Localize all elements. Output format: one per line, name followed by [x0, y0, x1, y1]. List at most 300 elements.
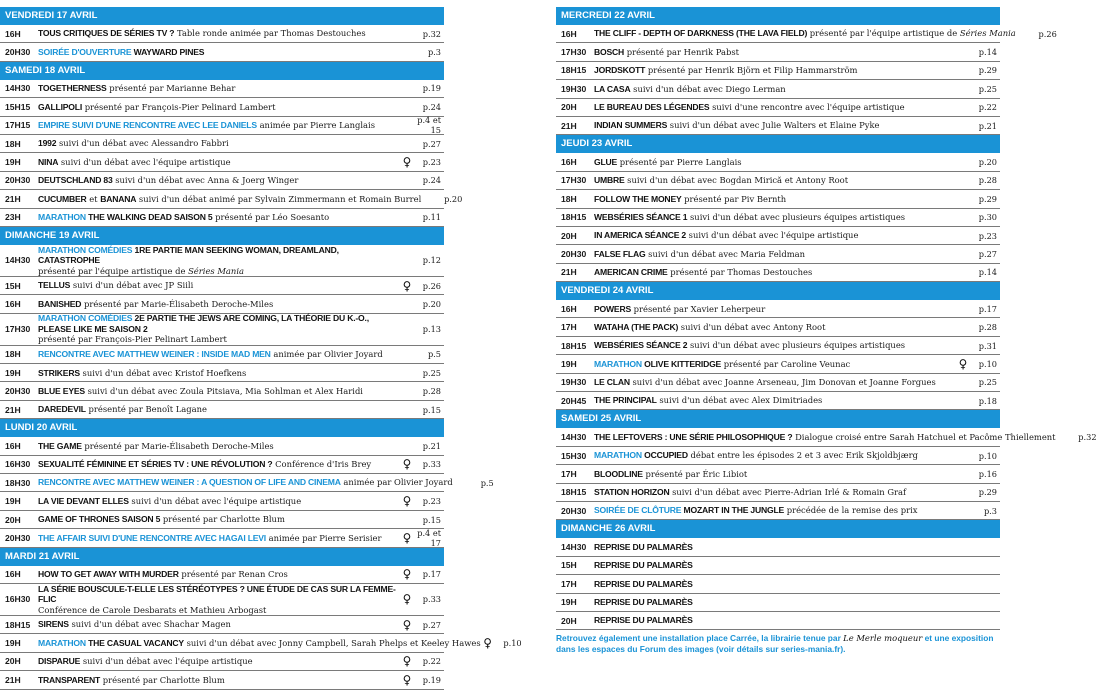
schedule-row: [556, 557, 1000, 575]
schedule-row: [0, 653, 444, 671]
program-title: THE CLIFF - DEPTH OF DARKNESS (THE LAVA FIELD): [594, 28, 808, 39]
screening-time: 21H: [5, 404, 21, 415]
program-note: présenté par l'équipe artistique de: [38, 265, 189, 276]
schedule-row: [556, 300, 1000, 318]
screening-time: 21H: [5, 193, 21, 204]
page-reference: p.29: [978, 65, 997, 76]
page-reference: p.10: [978, 450, 997, 461]
screening-time: 20H: [5, 656, 21, 667]
female-symbol-icon: ♀: [958, 356, 968, 371]
program-title: JORDSKOTT: [594, 65, 646, 76]
page-reference: p.25: [978, 377, 997, 388]
program-title: WAYWARD PINES: [131, 46, 205, 57]
program-note: Dialogue croisé entre Sarah Hatchuel et Pacôme Thiellement: [792, 431, 1056, 442]
screening-time: 16H: [561, 157, 577, 168]
program-highlight: SOIRÉE DE CLÔTURE: [594, 505, 682, 516]
program-note: suivi d'un débat avec l'équipe artistique: [80, 656, 253, 667]
program-note: précédée de la remise des prix: [784, 505, 918, 516]
screening-description: [594, 487, 956, 498]
schedule-row: [556, 43, 1000, 61]
page-reference: p.31: [978, 340, 997, 351]
schedule-row: [0, 584, 444, 616]
screening-time: 17H: [561, 468, 577, 479]
screening-time: 19H: [5, 157, 21, 168]
program-note: suivi d'un débat avec Zoula Pitsiava, Mia Sohlman et Alex Haridi: [84, 385, 363, 396]
schedule-row: [556, 245, 1000, 263]
screening-time: 20H30: [5, 47, 31, 58]
schedule-row: [556, 355, 1000, 373]
program-note: suivi d'un débat avec Antony Root: [678, 321, 826, 332]
schedule-row: [0, 98, 444, 116]
female-symbol-icon: ♀: [483, 636, 493, 651]
page-reference: p.23: [422, 157, 441, 168]
screening-description: [38, 638, 481, 649]
screening-description: [594, 65, 956, 76]
schedule-row: [556, 190, 1000, 208]
program-note: suivi d'un débat avec Alex Dimitriades: [656, 395, 823, 406]
page-reference: p.13: [422, 324, 441, 335]
program-title: GLUE: [594, 156, 618, 167]
page-reference: p.4 et 15: [417, 115, 441, 136]
schedule-row: [0, 492, 444, 510]
day-header: DIMANCHE 26 AVRIL: [556, 520, 1000, 538]
screening-description: [594, 359, 956, 370]
female-symbol-icon: ♀: [402, 530, 412, 545]
program-note: présenté par Charlotte Blum: [100, 674, 225, 685]
page-reference: p.17: [422, 569, 441, 580]
screening-time: 17H30: [5, 324, 31, 335]
schedule-row: [0, 511, 444, 529]
schedule-row: [0, 172, 444, 190]
schedule-row: [556, 538, 1000, 556]
schedule-row: [0, 566, 444, 584]
screening-description: [594, 267, 956, 278]
screening-time: 15H: [5, 280, 21, 291]
program-title: DEUTSCHLAND 83: [38, 175, 113, 186]
schedule-row: [0, 456, 444, 474]
day-header: MERCREDI 22 AVRIL: [556, 7, 1000, 25]
page-reference: p.20: [978, 157, 997, 168]
program-title: POWERS: [594, 303, 631, 314]
program-title: BLUE EYES: [38, 385, 85, 396]
screening-description: [594, 432, 1056, 443]
program-title: NINA: [38, 156, 59, 167]
female-symbol-icon: ♀: [402, 617, 412, 632]
schedule-row: [556, 612, 1000, 630]
program-highlight: MARATHON COMÉDIES: [38, 244, 133, 255]
screening-description: [38, 175, 400, 186]
screening-time: 20H30: [561, 248, 587, 259]
program-note: suivi d'un débat avec Anna & Joerg Winger: [112, 175, 299, 186]
schedule-column-right: [556, 7, 1097, 630]
page-reference: p.3: [427, 47, 441, 58]
program-title: REPRISE DU PALMARÈS: [594, 560, 693, 571]
screening-description: [38, 514, 400, 525]
screening-description: [594, 542, 956, 553]
program-title: LE BUREAU DES LÉGENDES: [594, 102, 710, 112]
screening-description: [38, 477, 453, 488]
screening-time: 23H: [5, 212, 21, 223]
screening-time: 17H30: [561, 175, 587, 186]
screening-description: [594, 230, 956, 241]
program-note: présenté par Pierre Langlais: [617, 156, 742, 167]
schedule-row: [0, 153, 444, 171]
female-symbol-icon: ♀: [402, 654, 412, 669]
program-title: THE LEFTOVERS : UNE SÉRIE PHILOSOPHIQUE ?: [594, 431, 793, 442]
schedule-row: [0, 529, 444, 547]
schedule-row: [556, 80, 1000, 98]
screening-time: 18H15: [561, 65, 587, 76]
screening-description: [594, 249, 956, 260]
screening-time: 21H: [561, 267, 577, 278]
screening-description: [38, 459, 400, 470]
screening-description: [38, 280, 400, 291]
female-symbol-icon: ♀: [402, 155, 412, 170]
page-reference: p.25: [422, 367, 441, 378]
program-note: présenté par Marianne Behar: [106, 83, 236, 94]
program-note: suivi d'un débat avec Jonny Campbell, Sarah Phelps et Keeley Hawes: [183, 637, 481, 648]
page-reference: p.21: [978, 120, 997, 131]
female-symbol-icon: ♀: [402, 278, 412, 293]
program-note: suivi d'un débat avec Kristof Hoefkens: [79, 367, 247, 378]
schedule-row: [0, 135, 444, 153]
page-reference: p.14: [978, 47, 997, 58]
program-title: REPRISE DU PALMARÈS: [594, 578, 693, 589]
program-highlight: MARATHON: [38, 637, 86, 648]
screening-description: [594, 469, 956, 480]
screening-description: [38, 47, 400, 58]
program-note: animée par Pierre Serisier: [266, 532, 382, 543]
page-reference: p.10: [978, 358, 997, 369]
schedule-row: [556, 25, 1057, 43]
screening-time: 20H: [561, 230, 577, 241]
schedule-row: [556, 502, 1000, 520]
program-highlight: MARATHON: [594, 450, 642, 461]
screening-time: 17H: [561, 578, 577, 589]
schedule-row: [0, 474, 494, 492]
program-note: présenté par Thomas Destouches: [667, 267, 813, 278]
screening-time: 19H30: [561, 83, 587, 94]
program-title: 1992: [38, 138, 57, 149]
screening-description: [38, 386, 400, 397]
program-note: présenté par Henrik Pabst: [624, 46, 740, 57]
program-note: animée par Pierre Langlais: [256, 120, 376, 130]
page-reference: p.17: [978, 303, 997, 314]
schedule-row: [556, 337, 1000, 355]
program-note: suivi d'un débat avec l'équipe artistique: [58, 156, 231, 167]
screening-description: [38, 83, 400, 94]
page-reference: p.23: [978, 230, 997, 241]
page-reference: p.19: [422, 83, 441, 94]
program-note: suivi d'un débat avec JP Siili: [70, 280, 194, 291]
screening-description: [594, 157, 956, 168]
schedule-row: [556, 153, 1000, 171]
schedule-row: [556, 575, 1000, 593]
screening-time: 19H: [5, 367, 21, 378]
program-title: INDIAN SUMMERS: [594, 120, 668, 131]
page-reference: p.11: [422, 212, 441, 223]
page-reference: p.27: [422, 138, 441, 149]
day-header: LUNDI 20 AVRIL: [0, 419, 444, 437]
program-title: LA VIE DEVANT ELLES: [38, 495, 129, 506]
screening-time: 17H15: [5, 120, 31, 131]
program-title: GALLIPOLI: [38, 101, 83, 112]
page-reference: p.24: [422, 101, 441, 112]
screening-time: 20H30: [5, 175, 31, 186]
footnote-text-2: et une exposition dans les espaces du Forum des images (voir détails sur series-mania.fr).: [556, 633, 994, 654]
program-title: BOSCH: [594, 46, 625, 57]
schedule-row: [556, 392, 1000, 410]
screening-description: [594, 194, 956, 205]
program-note: présenté par Éric Libiot: [642, 468, 748, 479]
program-note: Séries Mania: [188, 265, 244, 276]
schedule-row: [556, 428, 1097, 446]
screening-time: 18H30: [5, 477, 31, 488]
screening-time: 18H15: [561, 212, 587, 223]
screening-description: [594, 505, 956, 516]
program-highlight: EMPIRE SUIVI D'UNE RENCONTRE AVEC LEE DANIELS: [38, 120, 257, 130]
program-highlight: MARATHON: [594, 358, 642, 369]
screening-description: [38, 299, 400, 310]
screening-time: 20H30: [5, 386, 31, 397]
screening-time: 18H15: [561, 487, 587, 498]
day-header: VENDREDI 17 AVRIL: [0, 7, 444, 25]
program-note: suivi d'un débat avec plusieurs équipes artistiques: [687, 211, 906, 222]
screening-description: [38, 656, 400, 667]
program-highlight: SOIRÉE D'OUVERTURE: [38, 46, 132, 57]
page-reference: p.4 et 17: [417, 527, 441, 548]
page-reference: p.28: [978, 175, 997, 186]
schedule-row: [556, 209, 1000, 227]
program-note: et: [86, 193, 101, 204]
screening-time: 19H30: [561, 377, 587, 388]
screening-time: 16H: [5, 298, 21, 309]
screening-description: [38, 404, 400, 415]
program-title: LA SÉRIE BOUSCULE-T-ELLE LES STÉRÉOTYPES ? UNE ÉTUDE DE CAS SUR LA FEMME-FLIC: [38, 583, 396, 605]
screening-time: 14H30: [561, 432, 587, 443]
screening-time: 15H30: [561, 450, 587, 461]
program-note: suivi d'une rencontre avec l'équipe artistique: [709, 102, 905, 112]
footnote-text-1: Retrouvez également une installation place Carrée, la librairie tenue par: [556, 633, 844, 643]
page-reference: p.22: [978, 102, 997, 113]
screening-time: 20H: [5, 514, 21, 525]
screening-description: [594, 340, 956, 351]
screening-description: [38, 194, 421, 205]
screening-time: 18H: [5, 349, 21, 360]
program-title: OLIVE KITTERIDGE: [641, 358, 722, 369]
program-title: DISPARUE: [38, 656, 81, 667]
page-reference: p.12: [422, 255, 441, 266]
program-highlight: RENCONTRE AVEC MATTHEW WEINER : INSIDE MAD MEN: [38, 349, 271, 360]
schedule-row: [556, 447, 1000, 465]
screening-description: [38, 212, 400, 223]
program-title: 1RE PARTIE MAN SEEKING WOMAN, DREAMLAND, CATASTROPHE: [38, 244, 339, 266]
program-title: THE PRINCIPAL: [594, 395, 657, 406]
screening-description: [38, 313, 400, 345]
screening-time: 19H: [561, 358, 577, 369]
program-title: REPRISE DU PALMARÈS: [594, 615, 693, 626]
day-header: VENDREDI 24 AVRIL: [556, 282, 1000, 300]
schedule-row: [556, 62, 1000, 80]
program-note: suivi d'un débat avec Shachar Magen: [68, 619, 231, 630]
page-reference: p.32: [422, 28, 441, 39]
program-highlight: MARATHON: [38, 211, 86, 222]
schedule-row: [0, 209, 444, 227]
program-note: suivi d'un débat animé par Sylvain Zimmermann et Romain Burrel: [136, 193, 422, 204]
program-note: présenté par Charlotte Blum: [160, 514, 285, 525]
program-note: présenté par Xavier Leherpeur: [631, 303, 766, 314]
schedule-row: [0, 401, 444, 419]
screening-time: 20H: [561, 615, 577, 626]
screening-time: 16H: [5, 28, 21, 39]
program-note: suivi d'un débat avec Julie Walters et Elaine Pyke: [667, 120, 880, 131]
screening-description: [38, 619, 400, 630]
screening-time: 18H: [561, 193, 577, 204]
page-reference: p.29: [978, 487, 997, 498]
program-title: HOW TO GET AWAY WITH MURDER: [38, 569, 179, 580]
program-title: REPRISE DU PALMARÈS: [594, 596, 693, 607]
program-title: MOZART IN THE JUNGLE: [681, 505, 785, 516]
program-note: présenté par Benoît Lagane: [85, 404, 208, 415]
program-note: Séries Mania: [959, 28, 1016, 39]
program-note: suivi d'un débat avec l'équipe artistique: [686, 230, 859, 241]
screening-time: 16H30: [5, 594, 31, 605]
program-note: animée par Olivier Joyard: [270, 349, 383, 360]
program-title: THE GAME: [38, 440, 82, 451]
page-reference: p.20: [422, 298, 441, 309]
day-header: SAMEDI 18 AVRIL: [0, 62, 444, 80]
screening-description: [38, 138, 400, 149]
screening-description: [594, 560, 956, 571]
program-highlight: MARATHON COMÉDIES: [38, 313, 133, 324]
program-title: SIRENS: [38, 619, 69, 630]
page-reference: p.23: [422, 496, 441, 507]
schedule-row: [556, 465, 1000, 483]
program-title: FALSE FLAG: [594, 248, 646, 259]
screening-time: 20H30: [561, 505, 587, 516]
schedule-row: [0, 277, 444, 295]
program-title: WEBSÉRIES SÉANCE 2: [594, 340, 688, 351]
screening-description: [594, 212, 956, 223]
page-reference: p.19: [422, 674, 441, 685]
screening-time: 20H45: [561, 395, 587, 406]
page-reference: p.16: [978, 468, 997, 479]
screening-description: [594, 615, 956, 626]
schedule-row: [0, 245, 444, 277]
program-note: suivi d'un débat avec Alessandro Fabbri: [56, 138, 229, 149]
female-symbol-icon: ♀: [402, 494, 412, 509]
schedule-row: [556, 374, 1000, 392]
screening-description: [38, 584, 400, 616]
schedule-row: [0, 80, 444, 98]
screening-description: [594, 47, 956, 58]
screening-description: [594, 175, 956, 186]
program-title: BLOODLINE: [594, 468, 643, 479]
screening-description: [594, 579, 956, 590]
program-title: TRANSPARENT: [38, 674, 101, 685]
page-reference: p.33: [422, 594, 441, 605]
screening-description: [594, 28, 1016, 39]
program-note: suivi d'un débat avec Pierre-Adrian Irlé & Romain Graf: [669, 487, 907, 498]
program-title: LA CASA: [594, 83, 631, 94]
program-title: TOUS CRITIQUES DE SÉRIES TV ?: [38, 28, 175, 39]
page-reference: p.20: [444, 193, 463, 204]
screening-time: 21H: [5, 674, 21, 685]
screening-time: 19H: [5, 496, 21, 507]
program-title: OCCUPIED: [641, 450, 688, 461]
schedule-row: [556, 318, 1000, 336]
screening-description: [38, 441, 400, 452]
female-symbol-icon: ♀: [402, 592, 412, 607]
program-title: TOGETHERNESS: [38, 83, 107, 94]
page-reference: p.25: [978, 83, 997, 94]
screening-description: [38, 675, 400, 686]
program-highlight: THE AFFAIR SUIVI D'UNE RENCONTRE AVEC HAGAI LEVI: [38, 532, 266, 543]
program-title: 2E PARTIE THE JEWS ARE COMING, LA THÉORIE DU K.-O., PLEASE LIKE ME SAISON 2: [38, 313, 369, 334]
schedule-row: [556, 594, 1000, 612]
program-title: BANISHED: [38, 298, 82, 309]
page-reference: p.33: [422, 459, 441, 470]
page-reference: p.15: [422, 514, 441, 525]
screening-description: [594, 102, 956, 113]
program-note: présenté par Henrik Björn et Filip Hammarström: [645, 65, 858, 76]
screening-time: 18H15: [561, 340, 587, 351]
program-title: IN AMERICA SÉANCE 2: [594, 230, 687, 241]
screening-time: 19H: [5, 638, 21, 649]
program-note: présenté par Piv Bernth: [681, 193, 787, 204]
schedule-row: [0, 634, 522, 652]
screening-time: 16H: [561, 28, 577, 39]
schedule-row: [556, 264, 1000, 282]
program-note: débat entre les épisodes 2 et 3 avec Erik Skjoldbjærg: [687, 450, 918, 461]
program-note: Conférence de Carole Desbarats et Mathieu Arbogast: [38, 604, 267, 615]
schedule-row: [0, 616, 444, 634]
screening-description: [38, 533, 400, 544]
schedule-row: [0, 190, 463, 208]
page-reference: p.27: [422, 619, 441, 630]
program-note: suivi d'un débat avec Joanne Arseneau, Jim Donovan et Joanne Forgues: [629, 377, 936, 388]
program-note: suivi d'un débat avec plusieurs équipes artistiques: [687, 340, 906, 351]
page-reference: p.26: [422, 280, 441, 291]
screening-description: [594, 450, 956, 461]
schedule-column-left: [0, 7, 522, 690]
screening-description: [38, 120, 400, 131]
page-reference: p.24: [422, 175, 441, 186]
schedule-row: [556, 484, 1000, 502]
page-reference: p.5: [427, 349, 441, 360]
page-reference: p.27: [978, 248, 997, 259]
page-reference: p.5: [480, 477, 494, 488]
female-symbol-icon: ♀: [402, 672, 412, 687]
screening-time: 20H30: [5, 532, 31, 543]
program-title: CUCUMBER: [38, 193, 87, 204]
female-symbol-icon: ♀: [402, 567, 412, 582]
schedule-row: [556, 227, 1000, 245]
screening-time: 17H: [561, 322, 577, 333]
schedule-row: [0, 437, 444, 455]
screening-description: [38, 157, 400, 168]
screening-description: [38, 245, 400, 277]
page-reference: p.29: [978, 193, 997, 204]
program-note: suivi d'un débat avec Diego Lerman: [630, 83, 786, 94]
day-header: DIMANCHE 19 AVRIL: [0, 227, 444, 245]
program-note: présenté par François-Pier Pelinart Lambert: [38, 334, 227, 345]
program-title: BANANA: [100, 193, 137, 204]
program-title: GAME OF THRONES SAISON 5: [38, 514, 161, 525]
program-note: suivi d'un débat avec Maria Feldman: [645, 248, 806, 259]
program-note: suivi d'un débat avec l'équipe artistique: [128, 495, 302, 506]
screening-time: 17H30: [561, 47, 587, 58]
